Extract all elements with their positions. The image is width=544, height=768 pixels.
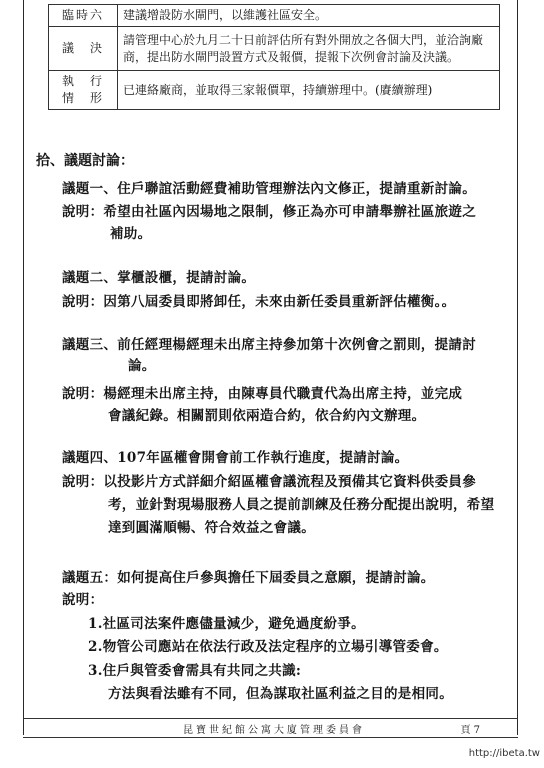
issue-5-point-3-cont: 方法與看法雖有不同，但為謀取社區利益之目的是相同。 bbox=[108, 686, 453, 702]
issue-2-title: 議題二、掌櫃設櫃，提請討論。 bbox=[62, 270, 256, 286]
resolution-table bbox=[48, 4, 500, 110]
issue-4-desc-cont2: 達到圓滿順暢、符合效益之會議。 bbox=[108, 520, 315, 536]
issue-4-title: 議題四、107年區權會開會前工作執行進度，提請討論。 bbox=[62, 450, 409, 466]
row-label: 議 決 bbox=[49, 27, 118, 71]
issue-5-title: 議題五：如何提高住戶參與擔任下屆委員之意願，提請討論。 bbox=[62, 570, 435, 586]
table-row bbox=[49, 71, 500, 110]
row-content: 已連絡廠商，並取得三家報價單，持續辦理中。(賡續辦理) bbox=[118, 71, 500, 110]
issue-4-desc: 說明：以投影片方式詳細介紹區權會議流程及預備其它資料供委員參 bbox=[62, 474, 476, 490]
issue-3-desc-cont: 會議紀錄。相關罰則依兩造合約，依合約內文辦理。 bbox=[108, 408, 426, 424]
issue-1-desc-cont: 補助。 bbox=[110, 226, 152, 242]
footer-page-number: 頁 7 bbox=[460, 725, 480, 736]
issue-1-title: 議題一、住戶聯誼活動經費補助管理辦法內文修正，提請重新討論。 bbox=[62, 181, 476, 197]
row-content: 建議增設防水閘門，以維護社區安全。 bbox=[118, 5, 500, 27]
section-title: 拾、議題討論： bbox=[36, 153, 134, 169]
issue-5-point-1: 1.社區司法案件應儘量減少，避免過度紛爭。 bbox=[88, 616, 365, 632]
issue-2-desc: 說明：因第八屆委員即將卸任，未來由新任委員重新評估權衡。。 bbox=[62, 294, 456, 310]
page-footer bbox=[23, 718, 518, 738]
issue-3-desc: 說明：楊經理未出席主持，由陳專員代職責代為出席主持，並完成 bbox=[62, 386, 463, 402]
issue-1-desc: 說明：希望由社區內因場地之限制，修正為亦可申請舉辦社區旅遊之 bbox=[62, 204, 476, 220]
row-content: 請管理中心於九月二十日前評估所有對外開放之各個大門，並洽詢廠商，提出防水閘門設置方式及報價，提報下次例會討論及決議。 bbox=[118, 27, 500, 71]
issue-4-desc-cont1: 考，並針對現場服務人員之提前訓練及任務分配提出說明，希望 bbox=[108, 497, 495, 513]
row-label-line1: 執 行 bbox=[61, 74, 104, 88]
issue-5-point-3: 3.住戶與管委會需具有共同之共識: bbox=[88, 663, 302, 679]
left-margin-line bbox=[23, 0, 24, 735]
table-row bbox=[49, 5, 500, 27]
row-label bbox=[49, 71, 118, 110]
issue-3-title-cont: 論。 bbox=[128, 358, 156, 374]
issue-3-title: 議題三、前任經理楊經理未出席主持參加第十次例會之罰則，提請討 bbox=[62, 337, 476, 353]
table-row bbox=[49, 27, 500, 71]
row-label: 臨時六 bbox=[49, 5, 118, 27]
issue-5-point-2: 2.物管公司應站在依法行政及法定程序的立場引導管委會。 bbox=[88, 639, 448, 655]
right-margin-line bbox=[517, 0, 518, 735]
row-label-line2: 情 形 bbox=[61, 91, 104, 105]
footer-org-name: 昆寶世紀館公寓大廈管理委員會 bbox=[183, 725, 365, 736]
issue-5-desc-label: 說明： bbox=[62, 592, 104, 608]
watermark-url: http://ibeta.tw bbox=[468, 748, 540, 759]
